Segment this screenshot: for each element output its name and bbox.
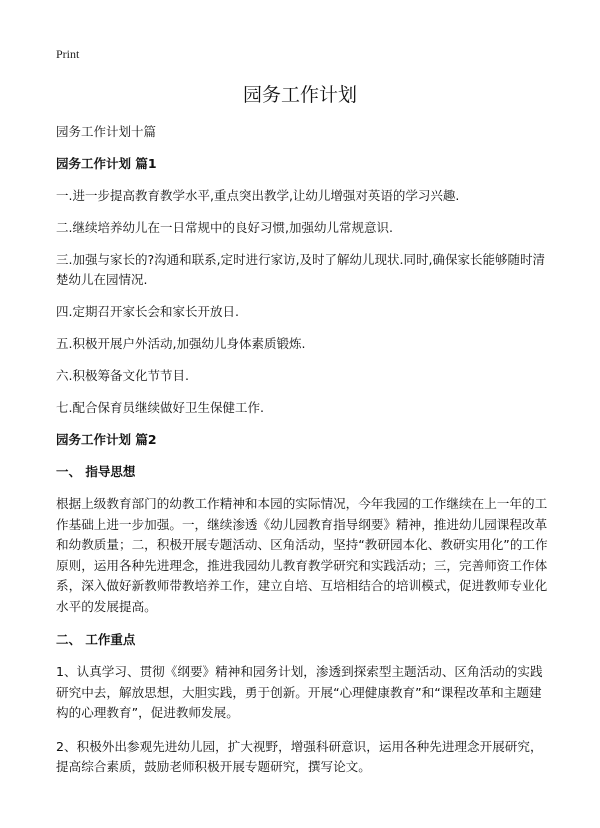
list-item: 一.进一步提高教育教学水平,重点突出教学,让幼儿增强对英语的学习兴趣.: [56, 188, 460, 203]
subsection-heading-work-focus: 二、 工作重点: [56, 632, 136, 647]
list-item: 七.配合保育员继续做好卫生保健工作.: [56, 400, 264, 415]
document-body: [56, 122, 548, 791]
subsection-heading-guiding-thought: 一、 指导思想: [56, 464, 136, 479]
section-1-list: [56, 186, 548, 418]
list-item: 二.继续培养幼儿在一日常规中的良好习惯,加强幼儿常规意识.: [56, 220, 393, 235]
list-item: 六.积极筹备文化节节目.: [56, 368, 189, 383]
section-heading-1: 园务工作计划 篇1: [56, 156, 157, 171]
list-item: 四.定期召开家长会和家长开放日.: [56, 304, 239, 319]
list-item: 三.加强与家长的?沟通和联系,定时进行家访,及时了解幼儿现状.同时,确保家长能够随时清楚幼儿在园情况.: [56, 252, 546, 287]
document-title: 园务工作计划: [242, 84, 357, 106]
document-subtitle: 园务工作计划十篇: [56, 124, 157, 139]
paragraph-guiding-thought: 根据上级教育部门的幼教工作精神和本园的实际情况，今年我园的工作继续在上一年的工作基础上进一步加强。一，继续渗透《幼儿园教育指导纲要》精神，推进幼儿园课程改革和幼教质量；二，积极开展专题活动、区角活动，坚持“教研园本化、教研实用化”的工作原则，运用各种先进理念，推进我园幼儿教育教学研究和实践活动；三，完善师资工作体系，深入做好新教师带教培养工作，建立自培、互培相结合的培训模式，促进教师专业化水平的发展提高。: [56, 496, 548, 614]
section-heading-2: 园务工作计划 篇2: [56, 432, 157, 447]
paragraph-work-focus-2: 2、积极外出参观先进幼儿园，扩大视野，增强科研意识，运用各种先进理念开展研究，提高综合素质，鼓励老师积极开展专题研究，撰写论文。: [56, 738, 543, 774]
list-item: 五.积极开展户外活动,加强幼儿身体素质锻炼.: [56, 336, 306, 351]
paragraph-work-focus-1: 1、认真学习、贯彻《纲要》精神和园务计划，渗透到探索型主题活动、区角活动的实践研究中去，解放思想，大胆实践，勇于创新。开展“心理健康教育”和“课程改革和主题建构的心理教育”，促进教师发展。: [56, 664, 543, 720]
print-label: Print: [56, 47, 80, 61]
